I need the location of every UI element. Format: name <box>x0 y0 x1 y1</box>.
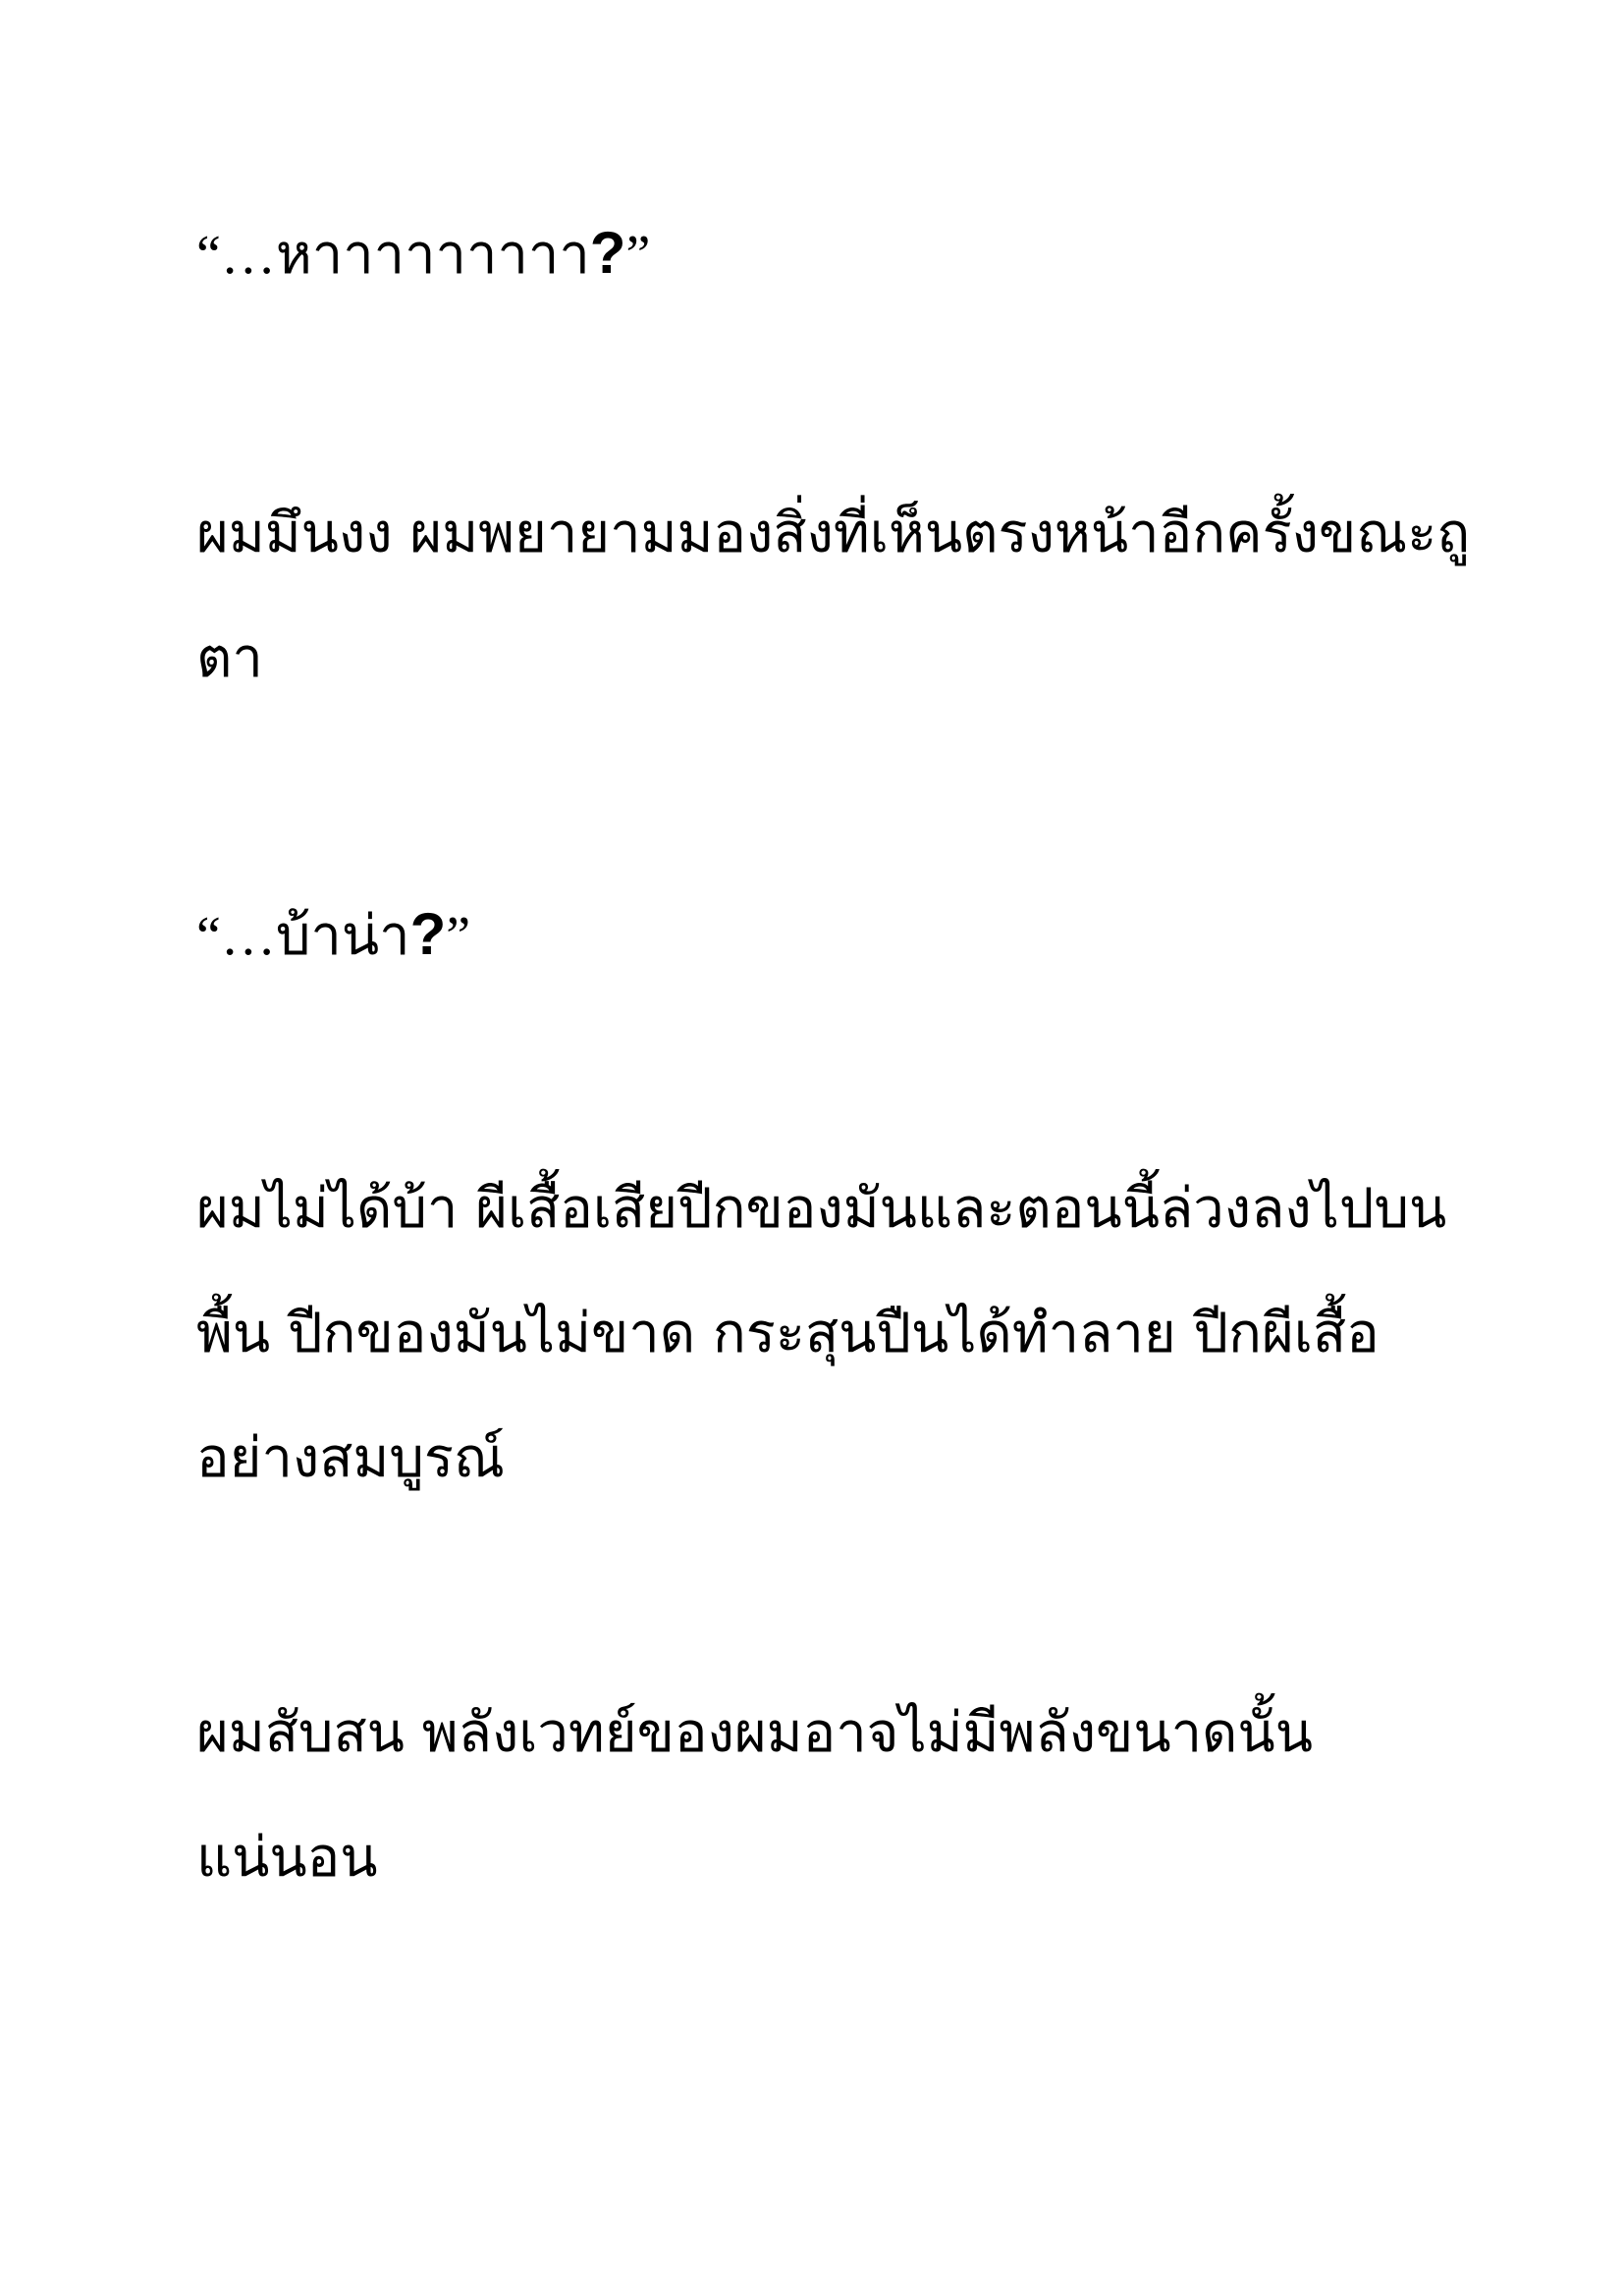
paragraph-line: พื้น ปีกของมันไม่ขาด กระสุนปืนได้ทำลาย ปีกผีเสื้อ <box>196 1302 1380 1365</box>
open-quote: “… <box>196 225 276 286</box>
paragraph-line: ผมมึนงง ผมพยายามมองสิ่งที่เห็นตรงหน้าอีกครั้งขณะถู <box>196 502 1471 565</box>
paragraph-line: ตา <box>196 626 263 690</box>
close-quote: ” <box>446 906 471 967</box>
dialogue-text: หาาาาาาาาา <box>275 223 590 287</box>
close-quote: ” <box>625 225 651 286</box>
dialogue-line <box>196 899 470 972</box>
paragraph-line: ผมไม่ได้บ้า ผีเสื้อเสียปีกของมันและตอนนี้ล่วงลงไปบน <box>196 1177 1447 1241</box>
question-mark: ? <box>409 901 447 967</box>
open-quote: “… <box>196 906 276 967</box>
question-mark: ? <box>589 220 626 286</box>
paragraph-line: ผมสับสน พลังเวทย์ของผมอาจไม่มีพลังขนาดนั้น <box>196 1701 1313 1765</box>
dialogue-line <box>196 218 650 291</box>
dialogue-text: บ้าน่า <box>275 904 410 968</box>
paragraph-line: แน่นอน <box>196 1826 378 1890</box>
paragraph-line: อย่างสมบูรณ์ <box>196 1426 505 1490</box>
